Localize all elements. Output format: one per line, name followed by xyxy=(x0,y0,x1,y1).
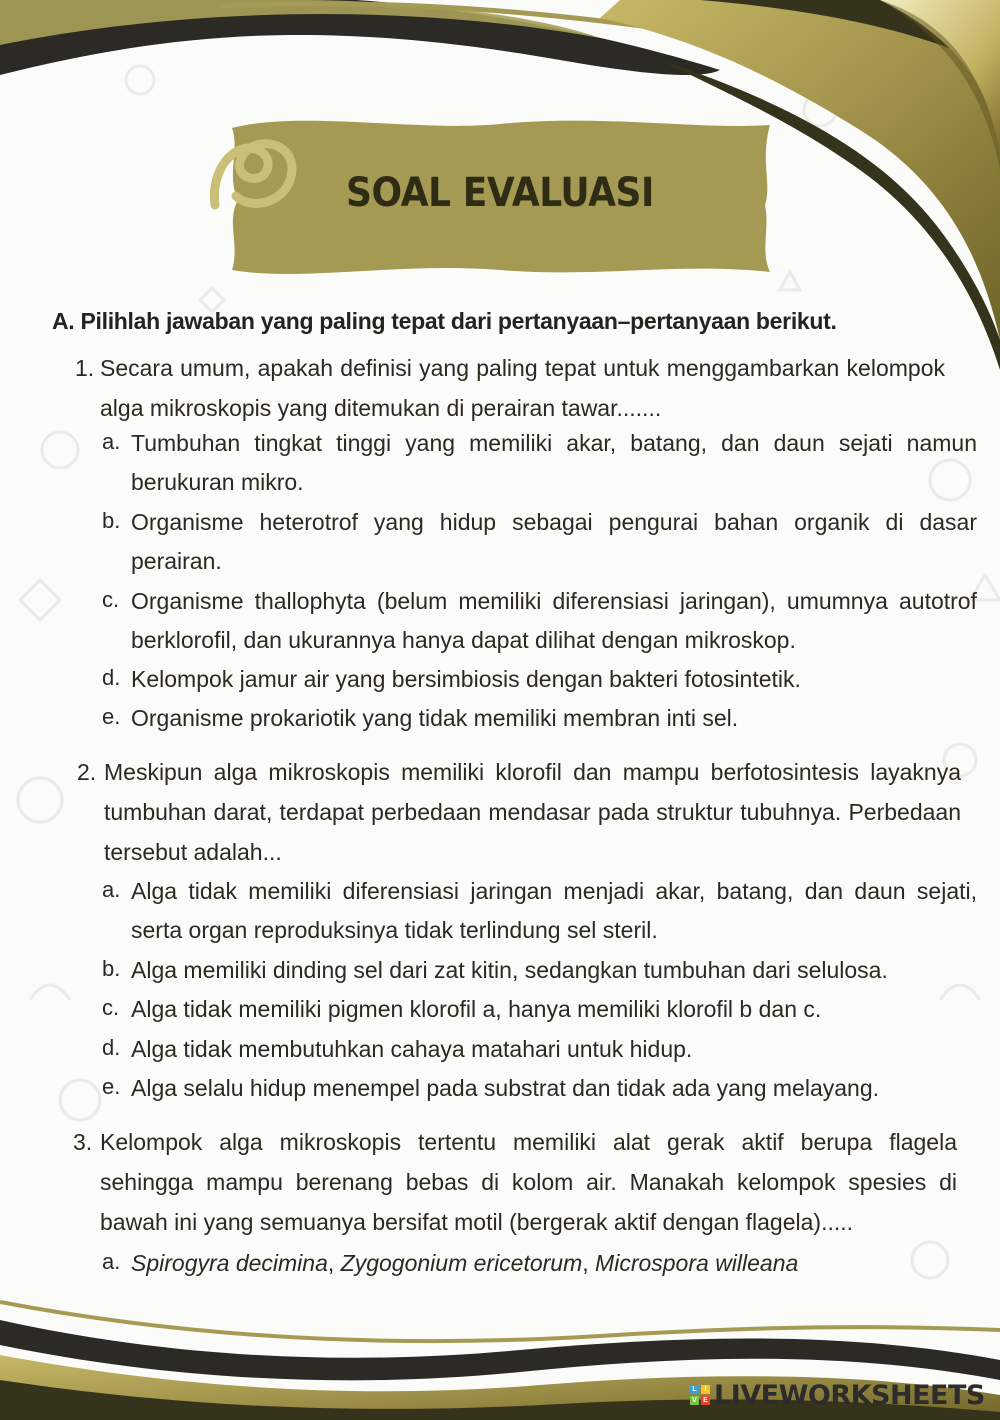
species-3: Microspora willeana xyxy=(595,1250,799,1276)
q1-option-c-text[interactable]: Organisme thallophyta (belum memiliki diferensiasi jaringan), umumnya autotrof berklorofil, dan ukurannya hanya dapat dilihat dengan mikroskop. xyxy=(131,588,977,653)
q1-option-a-text[interactable]: Tumbuhan tingkat tinggi yang memiliki akar, batang, dan daun sejati namun berukuran mikro. xyxy=(131,430,977,495)
question-1-text: Secara umum, apakah definisi yang paling tepat untuk menggambarkan kelompok alga mikroskopis yang ditemukan di perairan tawar....... xyxy=(100,355,945,421)
q2-option-c-letter: c. xyxy=(102,995,120,1020)
section-heading: A. Pilihlah jawaban yang paling tepat dari pertanyaan–pertanyaan berikut. xyxy=(52,308,837,334)
q2-option-d-letter: d. xyxy=(102,1035,121,1060)
species-1: Spirogyra decimina xyxy=(131,1250,328,1276)
question-2-text: Meskipun alga mikroskopis memiliki klorofil dan mampu berfotosintesis layaknya tumbuhan darat, terdapat perbedaan mendasar pada struktur tubuhnya. Perbedaan tersebut adalah... xyxy=(104,759,961,865)
q3-option-a-letter: a. xyxy=(102,1249,121,1274)
q1-option-b-text[interactable]: Organisme heterotrof yang hidup sebagai pengurai bahan organik di dasar perairan. xyxy=(131,509,977,574)
q2-option-e-text[interactable]: Alga selalu hidup menempel pada substrat dan tidak ada yang melayang. xyxy=(131,1075,879,1101)
badge-letter-e: E xyxy=(701,1396,710,1405)
question-2-number: 2. xyxy=(77,759,97,785)
q2-option-e-letter: e. xyxy=(102,1074,121,1099)
question-3-text: Kelompok alga mikroskopis tertentu memiliki alat gerak aktif berupa flagela sehingga mampu berenang bebas di kolom air. Manakah kelompok spesies di bawah ini yang semuanya bersifat motil (bergerak aktif dengan flagela)..... xyxy=(100,1129,957,1235)
q1-option-e-text[interactable]: Organisme prokariotik yang tidak memiliki membran inti sel. xyxy=(131,705,739,731)
q2-option-a-text[interactable]: Alga tidak memiliki diferensiasi jaringan menjadi akar, batang, dan daun sejati, serta organ reproduksinya tidak terlindung sel steril. xyxy=(131,878,977,943)
q1-option-d-letter: d. xyxy=(102,665,121,690)
species-separator-1: , xyxy=(327,1250,341,1276)
question-1-number: 1. xyxy=(75,355,95,381)
q1-option-c-letter: c. xyxy=(102,587,120,612)
q1-option-b-letter: b. xyxy=(102,508,121,533)
q2-option-a-letter: a. xyxy=(102,877,121,902)
q1-option-d-text[interactable]: Kelompok jamur air yang bersimbiosis dengan bakteri fotosintetik. xyxy=(131,666,801,692)
q2-option-c-text[interactable]: Alga tidak memiliki pigmen klorofil a, hanya memiliki klorofil b dan c. xyxy=(131,996,822,1022)
badge-letter-l: L xyxy=(690,1385,699,1394)
logo-text: LIVEWORKSHEETS xyxy=(714,1379,985,1411)
badge-letter-v: V xyxy=(690,1396,699,1405)
q2-option-b-text[interactable]: Alga memiliki dinding sel dari zat kitin, sedangkan tumbuhan dari selulosa. xyxy=(131,957,888,983)
q1-option-e-letter: e. xyxy=(102,704,121,729)
logo-badge xyxy=(690,1385,710,1405)
species-2: Zygogonium ericetorum xyxy=(340,1250,583,1276)
badge-letter-i: I xyxy=(701,1385,710,1394)
page-title: SOAL EVALUASI xyxy=(346,170,654,216)
q2-option-d-text[interactable]: Alga tidak membutuhkan cahaya matahari untuk hidup. xyxy=(131,1036,693,1062)
q1-option-a-letter: a. xyxy=(102,429,121,454)
species-separator-2: , xyxy=(582,1250,596,1276)
question-3-number: 3. xyxy=(73,1129,93,1155)
q2-option-b-letter: b. xyxy=(102,956,121,981)
liveworksheets-logo xyxy=(690,1380,985,1410)
q3-option-a-text[interactable] xyxy=(131,1244,977,1283)
